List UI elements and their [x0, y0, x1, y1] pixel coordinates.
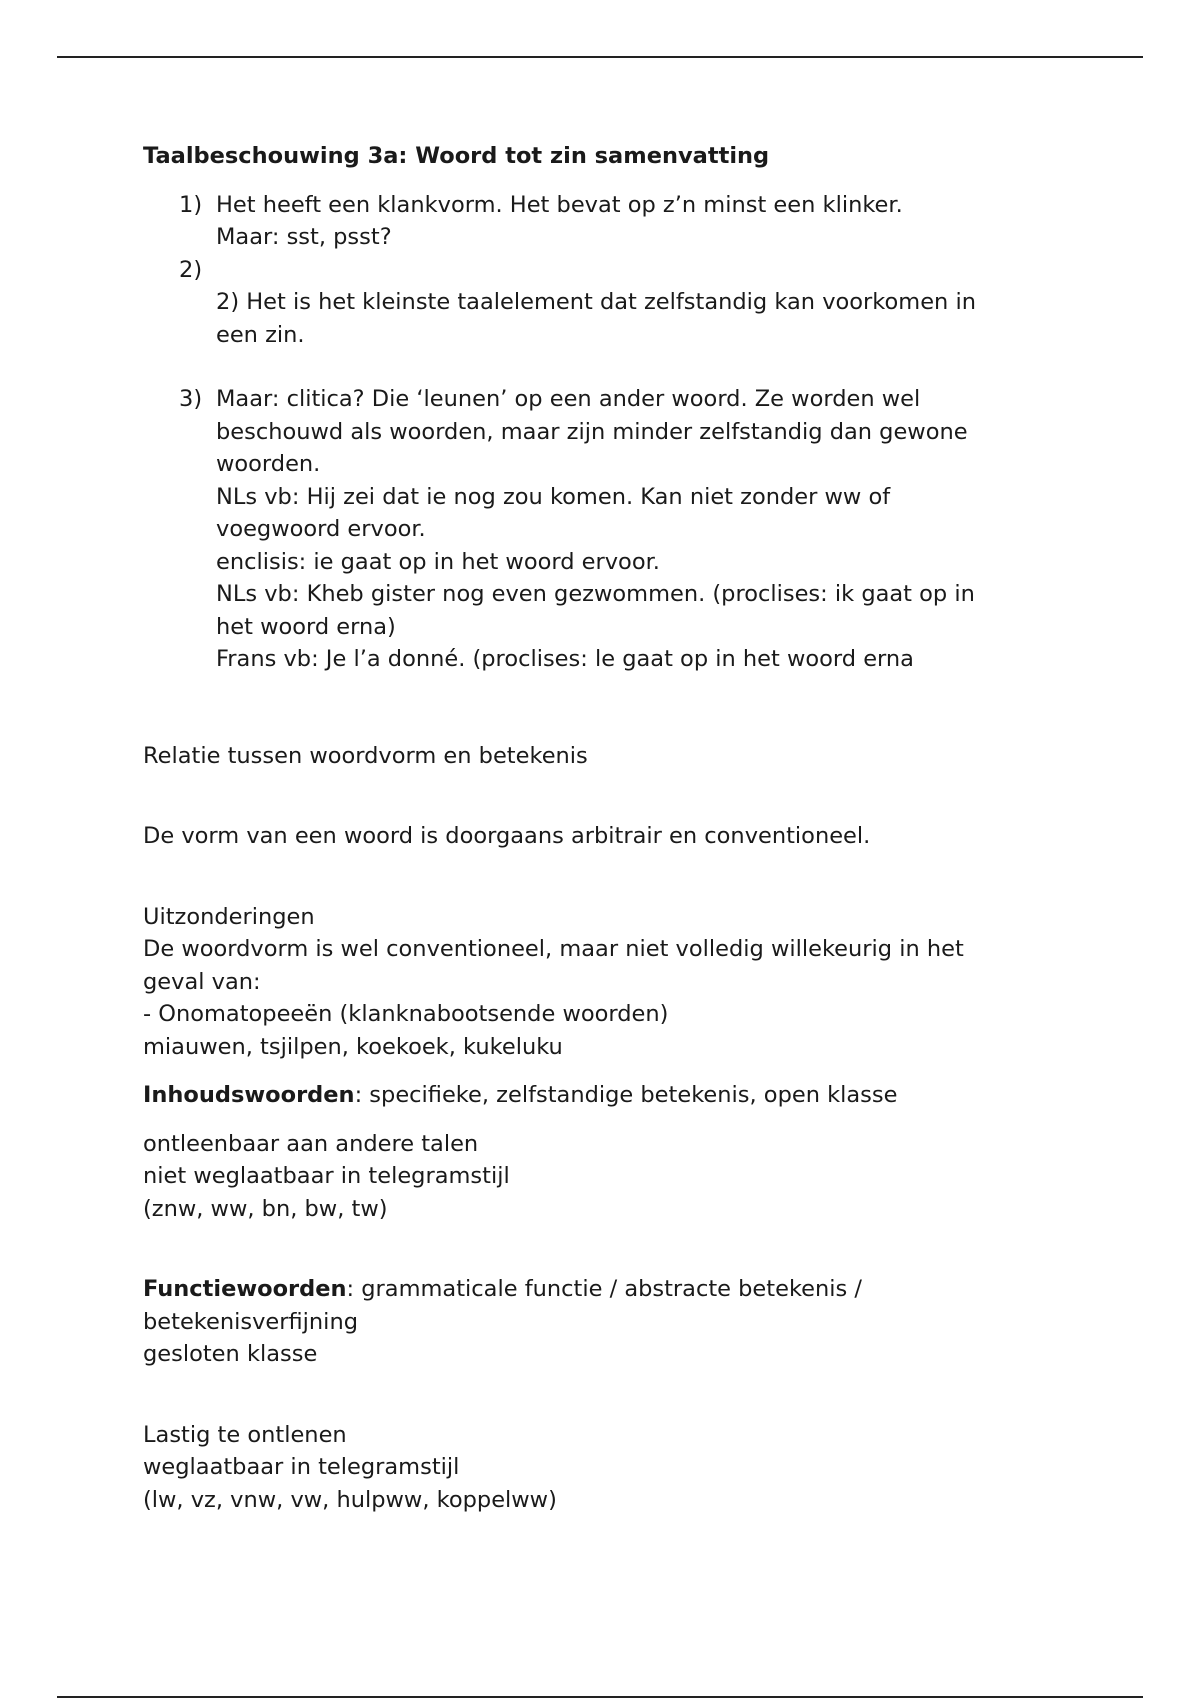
list-line-empty	[216, 254, 1043, 287]
list-number: 2)	[179, 256, 203, 283]
function-words-definition	[143, 1273, 1043, 1306]
function-words-section	[143, 1273, 1043, 1516]
spacer	[143, 1063, 1043, 1079]
exceptions-line: geval van:	[143, 968, 261, 995]
spacer	[143, 772, 1043, 820]
content-words-definition	[143, 1079, 1043, 1112]
exceptions-heading: Uitzonderingen	[143, 903, 315, 930]
list-line: enclisis: ie gaat op in het woord ervoor.	[216, 548, 660, 575]
document-body	[143, 140, 1043, 1516]
content-words-line: (znw, ww, bn, bw, tw)	[143, 1195, 388, 1222]
list-line: Maar: clitica? Die ‘leunen’ op een ander woord. Ze worden wel	[216, 386, 921, 412]
list-line: Het heeft een klankvorm. Het bevat op z’n minst een klinker.	[216, 191, 903, 218]
content-words-section	[143, 1079, 1043, 1225]
footer-rule	[57, 1696, 1143, 1698]
function-words-line: betekenisverfijning	[143, 1308, 358, 1335]
spacer	[143, 853, 1043, 901]
function-words-extra-line: Lastig te ontlenen	[143, 1421, 347, 1448]
numbered-list	[143, 189, 1043, 676]
list-line: voegwoord ervoor.	[216, 516, 426, 542]
exceptions-line: - Onomatopeeën (klanknabootsende woorden)	[143, 1001, 669, 1027]
content-words-term: Inhoudswoorden	[143, 1082, 355, 1108]
list-line: een zin.	[216, 321, 305, 348]
list-item-2	[143, 254, 1043, 352]
exceptions-line: De woordvorm is wel conventioneel, maar niet volledig willekeurig in het	[143, 936, 964, 962]
function-words-term: Functiewoorden	[143, 1276, 347, 1302]
list-number: 1)	[179, 191, 203, 218]
function-words-definition-text: : grammaticale functie / abstracte betekenis /	[346, 1276, 862, 1302]
list-line: NLs vb: Kheb gister nog even gezwommen. (proclises: ik gaat op in	[216, 581, 975, 607]
content-words-line: niet weglaatbaar in telegramstijl	[143, 1163, 510, 1189]
function-words-extra-line: weglaatbaar in telegramstijl	[143, 1454, 460, 1480]
spacer	[143, 1371, 1043, 1419]
header-rule	[57, 56, 1143, 58]
document-title: Taalbeschouwing 3a: Woord tot zin samenvatting	[143, 143, 770, 169]
list-line: beschouwd als woorden, maar zijn minder zelfstandig dan gewone	[216, 418, 968, 445]
function-words-line: gesloten klasse	[143, 1341, 318, 1367]
spacer	[143, 351, 1043, 383]
content-words-line: ontleenbaar aan andere talen	[143, 1130, 479, 1157]
spacer	[143, 1225, 1043, 1273]
exceptions-line: miauwen, tsjilpen, koekoek, kukeluku	[143, 1033, 563, 1060]
list-line: het woord erna)	[216, 613, 396, 640]
arbitrary-text: De vorm van een woord is doorgaans arbitrair en conventioneel.	[143, 823, 871, 849]
spacer	[143, 676, 1043, 740]
list-line: 2) Het is het kleinste taalelement dat zelfstandig kan voorkomen in	[216, 289, 976, 315]
relation-heading: Relatie tussen woordvorm en betekenis	[143, 742, 588, 769]
list-line: Maar: sst, psst?	[216, 224, 392, 250]
list-item-1	[143, 189, 1043, 254]
list-item-3	[143, 383, 1043, 676]
list-number: 3)	[179, 386, 203, 412]
function-words-extra-line: (lw, vz, vnw, vw, hulpww, koppelww)	[143, 1486, 557, 1513]
list-line: NLs vb: Hij zei dat ie nog zou komen. Kan niet zonder ww of	[216, 483, 891, 510]
exceptions-section	[143, 901, 1043, 1064]
content-words-definition-text: : specifieke, zelfstandige betekenis, open klasse	[354, 1082, 898, 1108]
list-line: Frans vb: Je l’a donné. (proclises: le gaat op in het woord erna	[216, 646, 914, 672]
spacer	[143, 1112, 1043, 1128]
list-line: woorden.	[216, 451, 321, 477]
